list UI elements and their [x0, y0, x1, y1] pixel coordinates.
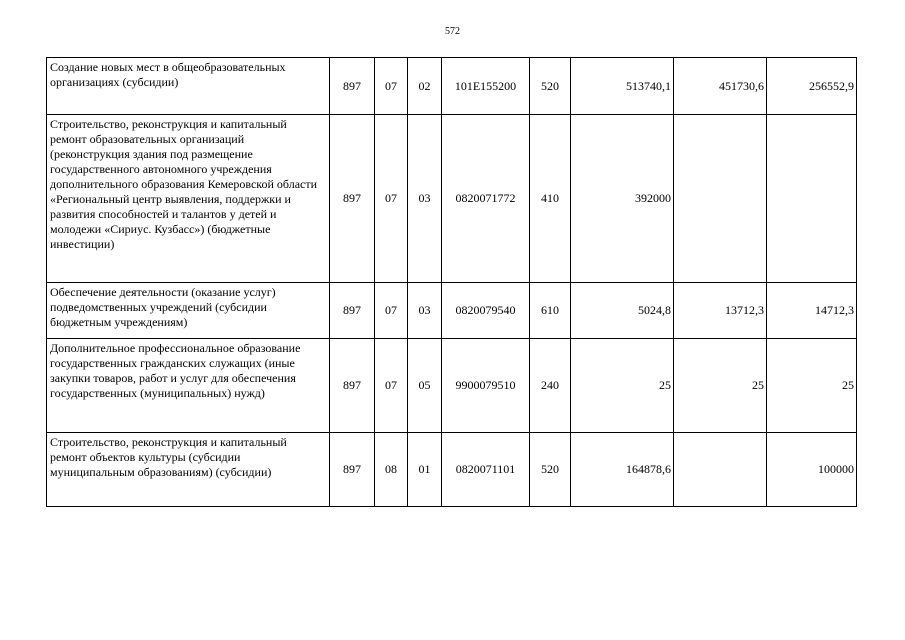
- ministry-code: 897: [330, 433, 375, 507]
- page-number: 572: [445, 26, 460, 37]
- amount-year-1: 513740,1: [571, 58, 674, 115]
- amount-year-3: 14712,3: [767, 283, 857, 339]
- amount-year-2: 451730,6: [674, 58, 767, 115]
- ministry-code: 897: [330, 283, 375, 339]
- row-description: Обеспечение деятельности (оказание услуг) подведомственных учреждений (субсидии бюджетным учреждениям): [47, 283, 330, 339]
- expense-type-code: 410: [530, 115, 571, 283]
- budget-table: [46, 57, 857, 507]
- ministry-code: 897: [330, 58, 375, 115]
- subsection-code: 03: [408, 115, 442, 283]
- row-description: Строительство, реконструкция и капитальный ремонт образовательных организаций (реконструкция здания под размещение государственного автономного учреждения дополнительного образования Кемеровской области «Региональный центр выявления, поддержки и развития способностей и талантов у детей и молодежи «Сириус. Кузбасс») (бюджетные инвестиции): [47, 115, 330, 283]
- table-row: [47, 283, 857, 339]
- table-row: [47, 58, 857, 115]
- expense-type-code: 520: [530, 433, 571, 507]
- row-description: Создание новых мест в общеобразовательных организациях (субсидии): [47, 58, 330, 115]
- amount-year-1: 164878,6: [571, 433, 674, 507]
- amount-year-3: 25: [767, 339, 857, 433]
- amount-year-2: 25: [674, 339, 767, 433]
- target-article-code: 0820079540: [442, 283, 530, 339]
- section-code: 07: [375, 115, 408, 283]
- subsection-code: 02: [408, 58, 442, 115]
- table-row: [47, 433, 857, 507]
- section-code: 07: [375, 339, 408, 433]
- subsection-code: 05: [408, 339, 442, 433]
- target-article-code: 0820071101: [442, 433, 530, 507]
- expense-type-code: 610: [530, 283, 571, 339]
- section-code: 07: [375, 283, 408, 339]
- target-article-code: 0820071772: [442, 115, 530, 283]
- row-description: Строительство, реконструкция и капитальный ремонт объектов культуры (субсидии муниципальным образованиям) (субсидии): [47, 433, 330, 507]
- row-description: Дополнительное профессиональное образование государственных гражданских служащих (иные закупки товаров, работ и услуг для обеспечения государственных (муниципальных) нужд): [47, 339, 330, 433]
- ministry-code: 897: [330, 339, 375, 433]
- amount-year-1: 25: [571, 339, 674, 433]
- table-row: [47, 339, 857, 433]
- amount-year-3: 256552,9: [767, 58, 857, 115]
- amount-year-3: [767, 115, 857, 283]
- section-code: 07: [375, 58, 408, 115]
- amount-year-2: [674, 115, 767, 283]
- amount-year-1: 5024,8: [571, 283, 674, 339]
- subsection-code: 03: [408, 283, 442, 339]
- amount-year-2: [674, 433, 767, 507]
- subsection-code: 01: [408, 433, 442, 507]
- target-article-code: 9900079510: [442, 339, 530, 433]
- amount-year-3: 100000: [767, 433, 857, 507]
- amount-year-2: 13712,3: [674, 283, 767, 339]
- table-row: [47, 115, 857, 283]
- section-code: 08: [375, 433, 408, 507]
- ministry-code: 897: [330, 115, 375, 283]
- expense-type-code: 240: [530, 339, 571, 433]
- target-article-code: 101E155200: [442, 58, 530, 115]
- amount-year-1: 392000: [571, 115, 674, 283]
- expense-type-code: 520: [530, 58, 571, 115]
